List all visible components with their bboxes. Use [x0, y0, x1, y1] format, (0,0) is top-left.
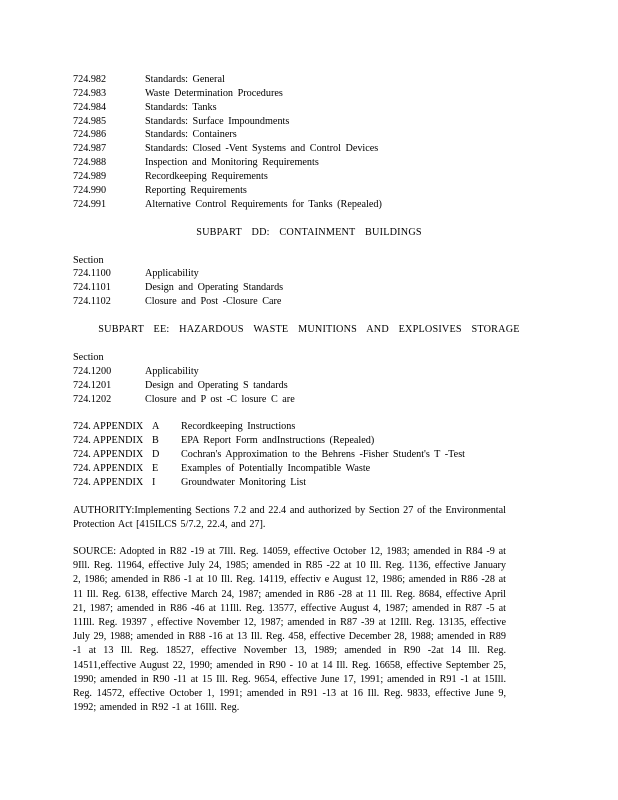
authority-note: AUTHORITY:Implementing Sections 7.2 and 22.4 and authorized by Section 27 of the Environmental Protection Act [415ILCS 5/7.2, 22.4, and 27].: [73, 505, 506, 531]
appendix-letter: A: [152, 421, 160, 432]
appendix-letter: I: [152, 477, 156, 488]
section-title: Applicability: [145, 366, 199, 377]
section-number: 724.1201: [73, 380, 112, 391]
subpart-ee-heading: SUBPART EE: HAZARDOUS WASTE MUNITIONS AND EXPLOSIVES STORAGE: [98, 324, 520, 335]
appendix-title: Groundwater Monitoring List: [181, 477, 307, 488]
section-number: 724.990: [73, 185, 107, 196]
appendix-number: 724. APPENDIX: [73, 477, 144, 488]
appendix-letter: B: [152, 435, 159, 446]
section-number: 724.985: [73, 116, 107, 127]
section-number: 724.1102: [73, 296, 111, 307]
section-number: 724.991: [73, 199, 107, 210]
section-title: Standards: Closed -Vent Systems and Control Devices: [145, 143, 379, 154]
section-label: Section: [73, 352, 104, 363]
section-label: Section: [73, 255, 104, 266]
section-number: 724.988: [73, 157, 107, 168]
section-number: 724.1101: [73, 282, 111, 293]
subpart-dd-heading: SUBPART DD: CONTAINMENT BUILDINGS: [196, 227, 422, 238]
section-number: 724.1202: [73, 394, 112, 405]
appendix-number: 724. APPENDIX: [73, 435, 144, 446]
appendix-number: 724. APPENDIX: [73, 463, 144, 474]
section-title: Closure and P ost -C losure C are: [145, 394, 295, 405]
section-title: Reporting Requirements: [145, 185, 247, 196]
section-title: Standards: Surface Impoundments: [145, 116, 290, 127]
appendix-letter: E: [152, 463, 159, 474]
appendix-number: 724. APPENDIX: [73, 449, 144, 460]
section-number: 724.989: [73, 171, 107, 182]
section-title: Applicability: [145, 268, 199, 279]
source-note: SOURCE: Adopted in R82 -19 at 7Ill. Reg. 14059, effective October 12, 1983; amended in R84 -9 at 9Ill. Reg. 11964, effective July 24, 1985; amended in R85 -22 at 10 Ill. Reg. 1136, effective January 2, 1986; amended in R86 -1 at 10 Ill. Reg. 14119, effectiv e August 12, 1986; amended in R86 -28 at 11 Ill. Reg. 6138, effective March 24, 1987; amended in R86 -28 at 11 Ill. Reg. 8684, effective April 21, 1987; amended in R86 -46 at 11Ill. Reg. 13577, effective August 4, 1987; amended in R87 -5 at 11Ill. Reg. 19397 , effective November 12, 1987; amended in R87 -39 at 12Ill. Reg. 13135, effective July 29, 1988; amended in R88 -16 at 13 Ill. Reg. 458, effective December 28, 1988; amended in R89 -1 at 13 Ill. Reg. 18527, effective November 13, 1989; amended in R90 -2at 14 Ill. Reg. 14511,effective August 22, 1990; amended in R90 - 10 at 14 Ill. Reg. 16658, effective September 25, 1990; amended in R90 -11 at 15 Ill. Reg. 9654, effective June 17, 1991; amended in R91 -1 at 15Ill. Reg. 14572, effective October 1, 1991; amended in R91 -13 at 16 Ill. Reg. 9833, effective June 9, 1992; amended in R92 -1 at 16Ill. Reg.: [73, 546, 506, 714]
appendix-title: Examples of Potentially Incompatible Waste: [181, 463, 371, 474]
section-title: Waste Determination Procedures: [145, 88, 283, 99]
section-title: Standards: General: [145, 74, 225, 85]
section-number: 724.987: [73, 143, 107, 154]
section-number: 724.986: [73, 129, 107, 140]
section-title: Alternative Control Requirements for Tanks (Repealed): [145, 199, 382, 210]
appendix-title: Cochran's Approximation to the Behrens -Fisher Student's T -Test: [181, 449, 465, 460]
section-number: 724.983: [73, 88, 107, 99]
section-number: 724.982: [73, 74, 107, 85]
appendix-title: EPA Report Form andInstructions (Repealed): [181, 435, 375, 446]
section-title: Standards: Containers: [145, 129, 237, 140]
section-number: 724.1200: [73, 366, 112, 377]
section-title: Standards: Tanks: [145, 102, 217, 113]
section-title: Inspection and Monitoring Requirements: [145, 157, 319, 168]
appendix-title: Recordkeeping Instructions: [181, 421, 296, 432]
section-title: Recordkeeping Requirements: [145, 171, 268, 182]
section-title: Design and Operating Standards: [145, 282, 284, 293]
appendix-letter: D: [152, 449, 160, 460]
section-number: 724.1100: [73, 268, 111, 279]
section-number: 724.984: [73, 102, 107, 113]
appendix-number: 724. APPENDIX: [73, 421, 144, 432]
section-title: Closure and Post -Closure Care: [145, 296, 282, 307]
section-title: Design and Operating S tandards: [145, 380, 288, 391]
